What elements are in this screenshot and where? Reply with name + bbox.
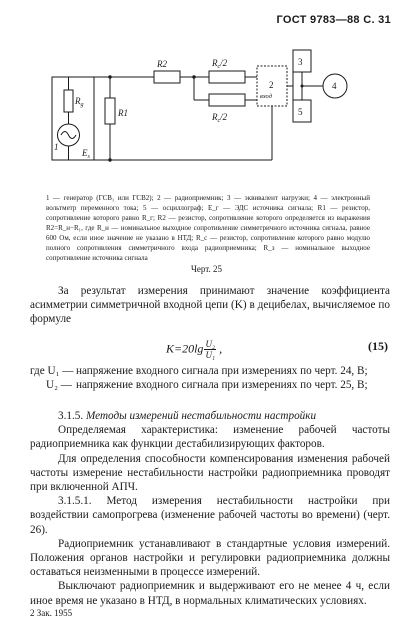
svg-text:Es (81, 148, 91, 160)
label-generator: 1 (54, 142, 59, 152)
label-rc-bottom-tail: /2 (220, 112, 228, 122)
definition-label: где U₁ — (30, 365, 74, 377)
svg-text:Rg (74, 96, 84, 108)
page-header: ГОСТ 9783—88 С. 31 (276, 14, 391, 26)
formula-numerator: U₂ (205, 339, 216, 349)
paragraph-text: Для определения способности компенсирования изменения рабочей частоты измерение нестабильности настройки радиоприемника проводят при включенной АПЧ. (30, 452, 390, 494)
section-number: 3.1.5. (58, 410, 84, 422)
circuit-diagram (44, 40, 374, 190)
svg-text:Rc/2 (211, 112, 228, 124)
rg-resistor (64, 90, 73, 112)
r1-resistor (105, 98, 115, 124)
formula-tail: , (216, 341, 223, 356)
definition-label: U₂ — (46, 379, 72, 391)
paragraph-text: За результат измерения принимают значение коэффициента асимметрии симметричной входной цепи (K) в децибелах, вычисляемое по формуле (30, 285, 390, 326)
label-r2: R2 (157, 59, 167, 69)
label-rc-bottom: R (212, 112, 218, 122)
paragraph-text: 3.1.5.1. Метод измерения нестабильности настройки при воздействии самопрогрева (изменение рабочей частоты во времени) (черт. 26). (30, 495, 390, 536)
label-rc-top-tail: /2 (220, 58, 228, 68)
page-footer: 2 Зак. 1955 (30, 608, 73, 618)
definitions (30, 364, 390, 392)
label-es: E (82, 148, 88, 158)
formula-denominator: U₁ (205, 350, 216, 360)
label-block-5: 5 (298, 107, 303, 117)
section-title: Методы измерений нестабильности настройки (85, 410, 317, 422)
section-3-1-5 (30, 409, 390, 608)
paragraph-text: Выключают радиоприемник и выдерживают его не менее 4 ч, если иное время не указано в НТД, в нормальных климатических условиях. (30, 580, 390, 607)
label-block-2: 2 (269, 80, 274, 90)
rc2-bottom-resistor (209, 94, 245, 106)
label-rc-bottom-sub: c (217, 118, 221, 124)
definition-row (30, 378, 390, 392)
label-es-sub: s (87, 154, 90, 160)
paragraph-intro (30, 284, 390, 327)
label-rc-top-sub: c (217, 64, 221, 70)
r2-resistor (154, 71, 180, 83)
label-block-4: 4 (332, 81, 337, 91)
formula-15 (30, 335, 390, 361)
definition-text: напряжение входного сигнала при измерениях по черт. 24, В; (76, 365, 368, 377)
paragraph-text: Определяемая характеристика: изменение рабочей частоты радиоприемника как функции дестабилизирующих факторов. (30, 424, 390, 451)
definition-row (30, 364, 390, 378)
paragraph-text: Радиоприемник устанавливают в стандартные условия измерений. Положения органов настройки и регулировки радиоприемника должны оставаться неизменными в процессе измерений. (30, 537, 390, 579)
formula-fraction (204, 339, 216, 360)
formula-lhs: K=20lg (166, 341, 204, 356)
figure-legend: 1 — генератор (ГСВ₁ или ГСВ2); 2 — радиоприемник; 3 — эквивалент нагрузки; 4 — электронный вольтметр переменного тока; 5 — осциллограф; Е_г — ЭДС источника сигнала; R1 — резистор, сопротивление которого равно R_г; R2 — резистор, сопротивление которого определяется из выражения R2=R_н−R₁, где R_н — номинальное выходное сопротивление симметричного источника сигнала, равное 600 Ом, если иное значение не указано в НТД; R_c — резистор, сопротивление которого равно модулю полного сопротивления симметричного входа радиоприемника; R_з — номинальное выходное сопротивление источника сигнала (46, 194, 370, 262)
rc2-top-resistor (209, 71, 245, 83)
label-rg-sub: g (80, 102, 84, 108)
definition-text: напряжение входного сигнала при измерениях по черт. 25, В; (76, 379, 368, 391)
label-vhod: вход (260, 93, 272, 100)
label-r1: R1 (118, 108, 128, 118)
label-block-3: 3 (298, 57, 303, 67)
label-rc-top: R (212, 58, 218, 68)
svg-text:Rc/2 (211, 58, 228, 70)
formula-number: (15) (368, 339, 388, 353)
label-rg: R (75, 96, 81, 106)
figure-caption: Черт. 25 (191, 264, 222, 274)
